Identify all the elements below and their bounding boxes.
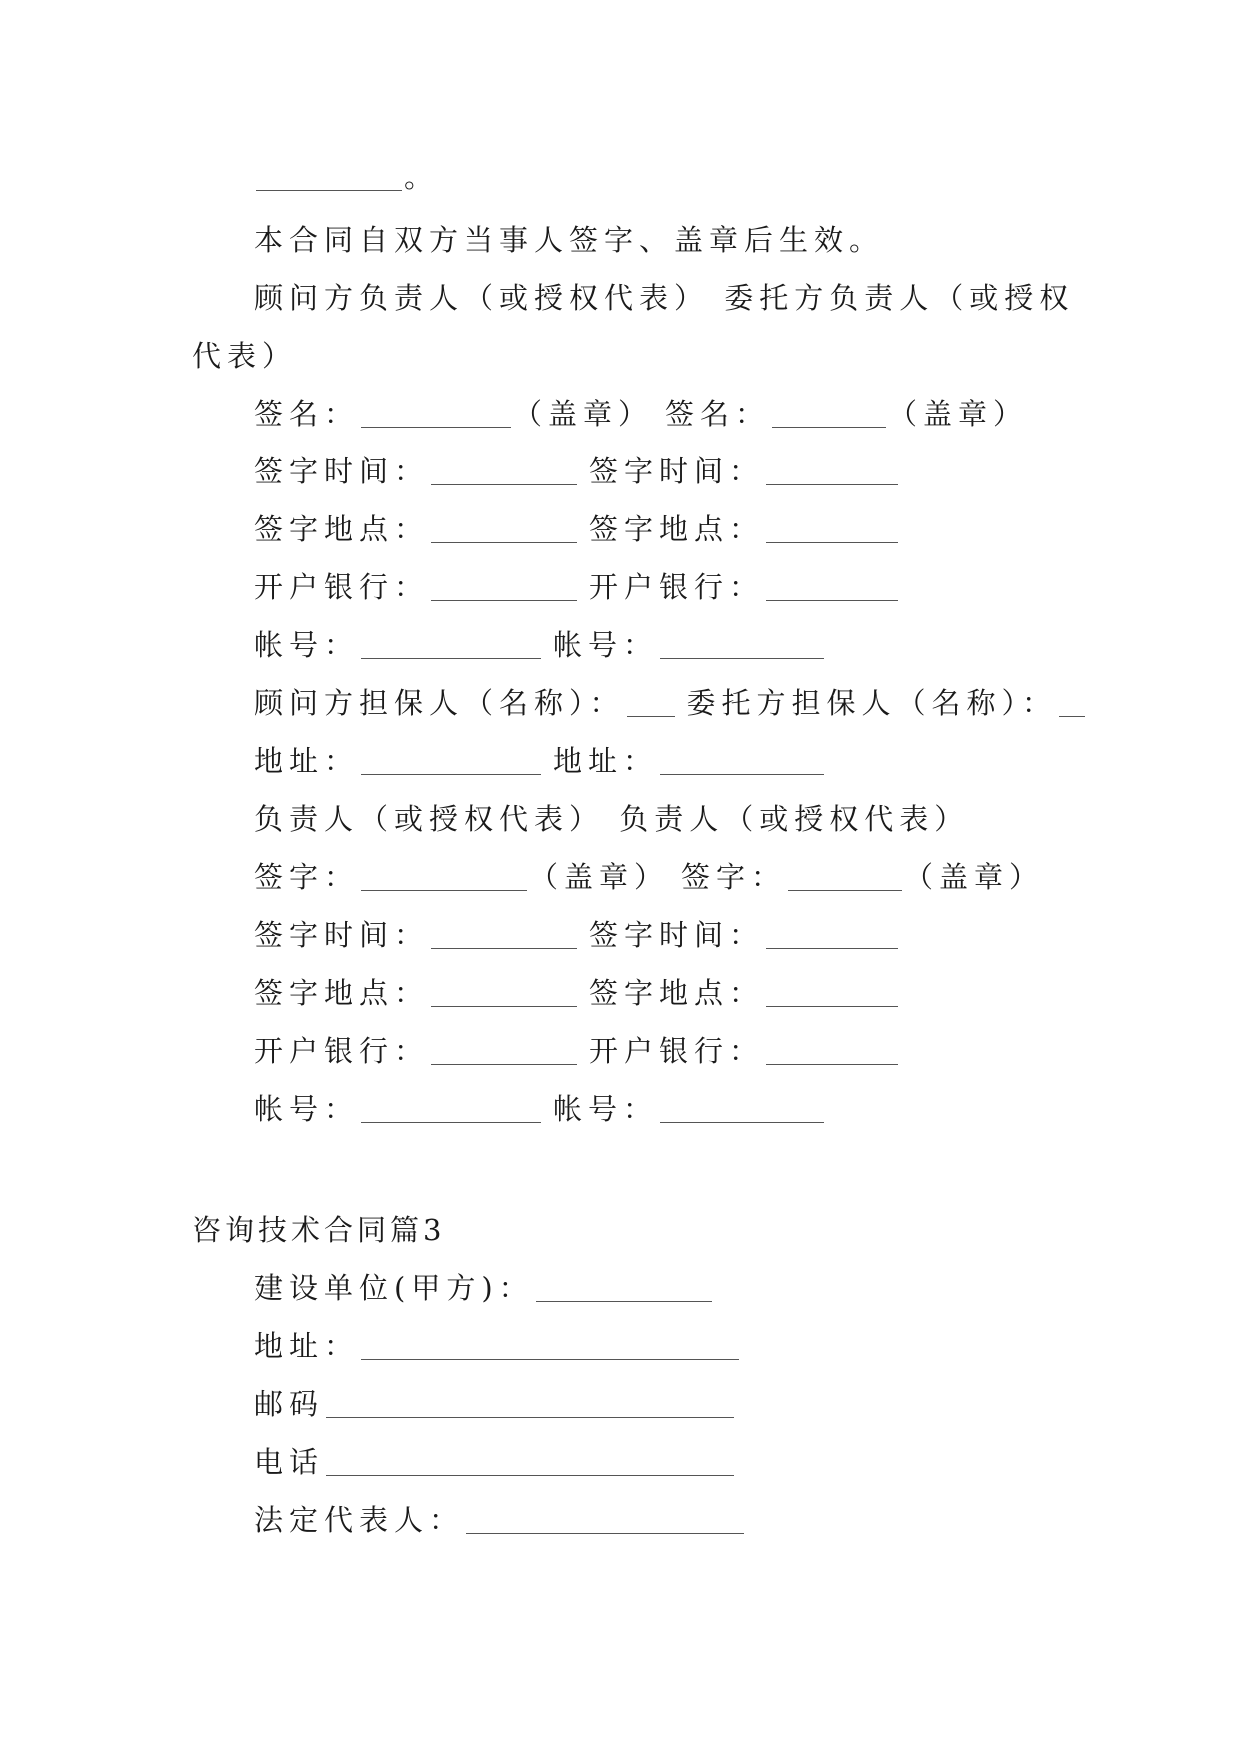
blank-field: [766, 460, 898, 485]
text-line: [254, 567, 900, 607]
blank-field: [766, 982, 898, 1007]
blank-field: [431, 460, 577, 485]
text-line: [254, 1326, 741, 1366]
text-line: [254, 1089, 826, 1129]
blank-field: [536, 1277, 712, 1302]
blank-field: [326, 1393, 734, 1418]
label: 顾问方担保人（名称）：: [254, 686, 625, 720]
text-line: 代表）: [192, 339, 298, 373]
blank-field: [361, 750, 541, 775]
label: 委托方担保人（名称）：: [686, 686, 1058, 720]
signature-line: [254, 857, 1044, 897]
label: 帐号：: [553, 628, 659, 662]
text-line: [254, 741, 826, 781]
text-line: [254, 915, 900, 955]
label: 签字地点：: [589, 512, 765, 546]
label: （盖章）: [529, 860, 670, 894]
blank-field: [431, 924, 577, 949]
blank-field: [788, 866, 902, 891]
text-line: [254, 451, 900, 491]
text-line: [254, 1268, 714, 1308]
label: 地址：: [254, 744, 360, 778]
blank-field: [361, 634, 541, 659]
text-line: 负责人（或授权代表） 负责人（或授权代表）: [254, 802, 970, 836]
blank-field: [766, 924, 898, 949]
label: 电话: [254, 1445, 325, 1479]
label: 帐号：: [254, 1092, 360, 1126]
label: 开户银行：: [589, 1034, 765, 1068]
blank-field: [326, 1451, 734, 1476]
label: 签字时间：: [589, 454, 765, 488]
label: 开户银行：: [254, 570, 430, 604]
label: 签字地点：: [254, 976, 430, 1010]
blank-field: [256, 166, 402, 191]
label: （盖章）: [513, 397, 654, 431]
label: 地址：: [254, 1329, 360, 1363]
signature-line: [254, 394, 1028, 434]
blank-field: [361, 1335, 739, 1360]
label: 签字：: [254, 860, 360, 894]
text-line: 顾问方负责人（或授权代表） 委托方负责人（或授权: [254, 281, 1075, 315]
label: 签字：: [681, 860, 787, 894]
blank-field: [766, 518, 898, 543]
text-line: [254, 157, 439, 197]
label: 开户银行：: [589, 570, 765, 604]
blank-field: [766, 576, 898, 601]
blank-field: [431, 576, 577, 601]
text-line: [254, 683, 1087, 723]
blank-field: [431, 518, 577, 543]
blank-field: [361, 403, 511, 428]
label: 签字时间：: [254, 454, 430, 488]
text-line: [254, 1384, 736, 1424]
label: 法定代表人：: [254, 1503, 465, 1537]
section-heading: 咨询技术合同篇3: [192, 1213, 446, 1247]
blank-field: [660, 1098, 824, 1123]
text-line: [254, 625, 826, 665]
blank-field: [772, 403, 886, 428]
label: （盖章）: [888, 397, 1029, 431]
label: （盖章）: [904, 860, 1045, 894]
blank-field: [466, 1509, 744, 1534]
text-segment: 。: [404, 160, 440, 194]
text-line: 本合同自双方当事人签字、盖章后生效。: [254, 223, 885, 257]
label: 签字时间：: [254, 918, 430, 952]
blank-field: [660, 634, 824, 659]
text-line: [254, 973, 900, 1013]
blank-field: [361, 866, 527, 891]
blank-field: [431, 1040, 577, 1065]
label: 签字地点：: [589, 976, 765, 1010]
label: 签字时间：: [589, 918, 765, 952]
blank-field: [431, 982, 577, 1007]
text-line: [254, 1442, 736, 1482]
label: 签字地点：: [254, 512, 430, 546]
label: 建设单位(甲方)：: [254, 1271, 534, 1305]
text-line: [254, 1031, 900, 1071]
blank-field: [660, 750, 824, 775]
blank-field: [627, 692, 675, 717]
label: 开户银行：: [254, 1034, 430, 1068]
label: 签名：: [665, 397, 771, 431]
label: 帐号：: [553, 1092, 659, 1126]
text-line: [254, 509, 900, 549]
blank-field: [361, 1098, 541, 1123]
label: 帐号：: [254, 628, 360, 662]
blank-field: [1059, 692, 1085, 717]
text-line: [254, 1500, 746, 1540]
label: 地址：: [553, 744, 659, 778]
label: 签名：: [254, 397, 360, 431]
blank-field: [766, 1040, 898, 1065]
label: 邮码: [254, 1387, 325, 1421]
